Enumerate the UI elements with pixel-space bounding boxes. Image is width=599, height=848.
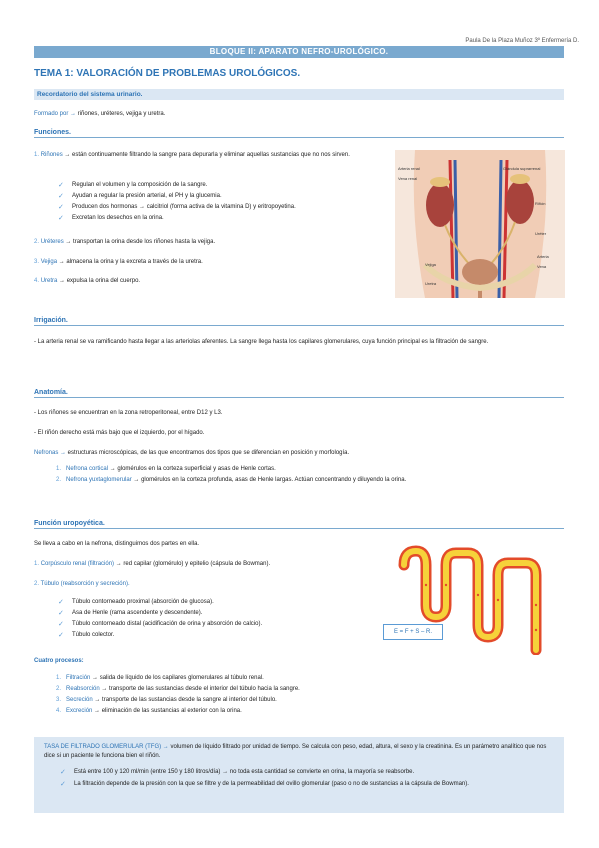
list-item: ✓ Túbulo colector. <box>58 632 115 639</box>
check-icon: ✓ <box>60 781 66 788</box>
anatomia-paragraph-2: - El riñón derecho está más bajo que el izquierdo, por el hígado. <box>34 430 205 436</box>
list-item: ✓ Está entre 100 y 120 ml/min (entre 150 y 180 litros/día) → no toda esta cantidad se convierte en orina, la mayoría se reabsorbe. <box>60 769 415 776</box>
figure-label: Vena renal <box>398 176 418 181</box>
list-item: ✓ Túbulo contorneado proximal (absorción de glucosa). <box>58 599 214 606</box>
funciones-checklist <box>58 180 378 224</box>
tfg-box <box>34 737 564 813</box>
rinones-label: Riñones <box>40 152 63 158</box>
figure-label: Riñón <box>535 201 546 206</box>
formado-label: Formado por → <box>34 111 77 117</box>
rinones-paragraph <box>34 151 364 160</box>
procesos-list <box>56 673 561 717</box>
corpusculo-line: 1. Corpúsculo renal (filtración) → red capilar (glomérulo) y epitelio (cápsula de Bowman). <box>34 561 271 567</box>
list-item: ✓ Producen dos hormonas → calcitriol (forma activa de la vitamina D) y eritropoyetina. <box>58 204 296 211</box>
check-icon: ✓ <box>58 182 64 189</box>
check-icon: ✓ <box>58 632 64 639</box>
list-item: 1. Filtración → salida de líquido de los capilares glomerulares al túbulo renal. <box>56 675 264 681</box>
check-icon: ✓ <box>58 215 64 222</box>
list-item: 2. Reabsorción → transporte de las sustancias desde el interior del túbulo hacia la sangre. <box>56 686 300 692</box>
list-item: 3. Secreción → transporte de las sustancias desde la sangre al interior del túbulo. <box>56 697 277 703</box>
section-irrigacion: Irrigación. <box>34 317 564 326</box>
uropoyetica-intro: Se lleva a cabo en la nefrona, distinguimos dos partes en ella. <box>34 541 200 547</box>
list-item: ✓ Túbulo contorneado distal (acidificación de orina y absorción de calcio). <box>58 621 263 628</box>
urinary-system-illustration <box>395 150 565 298</box>
list-item: ✓ Regulan el volumen y la composición de la sangre. <box>58 182 208 189</box>
check-icon: ✓ <box>58 599 64 606</box>
figure-label: Arteria <box>537 254 549 259</box>
figure-label: Glándula suprarrenal <box>503 166 541 171</box>
block-banner: BLOQUE II: APARATO NEFRO-UROLÓGICO. <box>34 46 564 58</box>
tubulo-checklist <box>58 597 358 641</box>
procesos-heading: Cuatro procesos: <box>34 658 84 664</box>
check-icon: ✓ <box>58 193 64 200</box>
section-anatomia: Anatomía. <box>34 389 564 398</box>
list-item: 1. Nefrona cortical → glomérulos en la corteza superficial y asas de Henle cortas. <box>56 466 276 472</box>
item-number: 1. <box>34 152 40 158</box>
check-icon: ✓ <box>58 610 64 617</box>
figure-label: Vejiga <box>425 262 436 267</box>
figure-label: Arteria renal <box>398 166 420 171</box>
section-recordatorio: Recordatorio del sistema urinario. <box>34 89 564 100</box>
rinones-text: → están continuamente filtrando la sangre para depurarla y eliminar aquellas sustancias que no nos sirven. <box>62 152 350 158</box>
check-icon: ✓ <box>58 621 64 628</box>
tfg-paragraph: TASA DE FILTRADO GLOMERULAR (TFG) → volumen de líquido filtrado por unidad de tiempo. Se calcula con peso, edad, altura, el sexo y la creatinina. Es un parámetro analítico que nos dice si un paciente le funciona bien el riñón. <box>44 744 547 759</box>
ureteres-line: 2. Uréteres → transportan la orina desde los riñones hasta la vejiga. <box>34 239 216 245</box>
formula-box: E = F + S – R. <box>383 624 443 640</box>
list-item: 2. Nefrona yuxtaglomerular → glomérulos en la corteza profunda, asas de Henle largas. Actúan concentrando y diluyendo la orina. <box>56 477 407 483</box>
nefronas-list <box>56 464 561 486</box>
check-icon: ✓ <box>58 204 64 211</box>
page-title: TEMA 1: VALORACIÓN DE PROBLEMAS UROLÓGICOS. <box>34 68 301 79</box>
irrigacion-paragraph: - La arteria renal se va ramificando hasta llegar a las arteriolas aferentes. La sangre llega hasta los capilares glomerulares, cuya función principal es la filtración de sangre. <box>34 339 489 345</box>
figure-label: Vena <box>537 264 547 269</box>
vejiga-line: 3. Vejiga → almacena la orina y la excreta a través de la uretra. <box>34 259 203 265</box>
author-header: Paula De la Plaza Muñoz 3º Enfermería D. <box>465 38 579 44</box>
tubulo-line: 2. Túbulo (reabsorción y secreción). <box>34 581 130 587</box>
anatomia-paragraph-1: - Los riñones se encuentran en la zona retroperitoneal, entre D12 y L3. <box>34 410 223 416</box>
nefronas-line: Nefronas → estructuras microscópicas, de las que encontramos dos tipos que se diferencian en posición y morfología. <box>34 450 350 456</box>
section-funciones: Funciones. <box>34 129 564 138</box>
figure-label: Uréter <box>535 231 547 236</box>
formado-text: riñones, uréteres, vejiga y uretra. <box>76 111 166 117</box>
section-uropoyetica: Función uropoyética. <box>34 520 564 529</box>
list-item: ✓ Excretan los desechos en la orina. <box>58 215 164 222</box>
check-icon: ✓ <box>60 769 66 776</box>
list-item: ✓ Ayudan a regular la presión arterial, el PH y la glucemia. <box>58 193 222 200</box>
figure-label: Uretra <box>425 281 437 286</box>
uretra-line: 4. Uretra → expulsa la orina del cuerpo. <box>34 278 141 284</box>
tfg-checklist <box>60 768 556 789</box>
list-item: ✓ La filtración depende de la presión con la que se filtre y de la permeabilidad del ovillo glomerular (paso o no de sustancias a la cápsula de Bowman). <box>60 781 469 788</box>
formado-line <box>34 110 165 119</box>
list-item: ✓ Asa de Henle (rama ascendente y descendente). <box>58 610 203 617</box>
list-item: 4. Excreción → eliminación de las sustancias al exterior con la orina. <box>56 708 242 714</box>
